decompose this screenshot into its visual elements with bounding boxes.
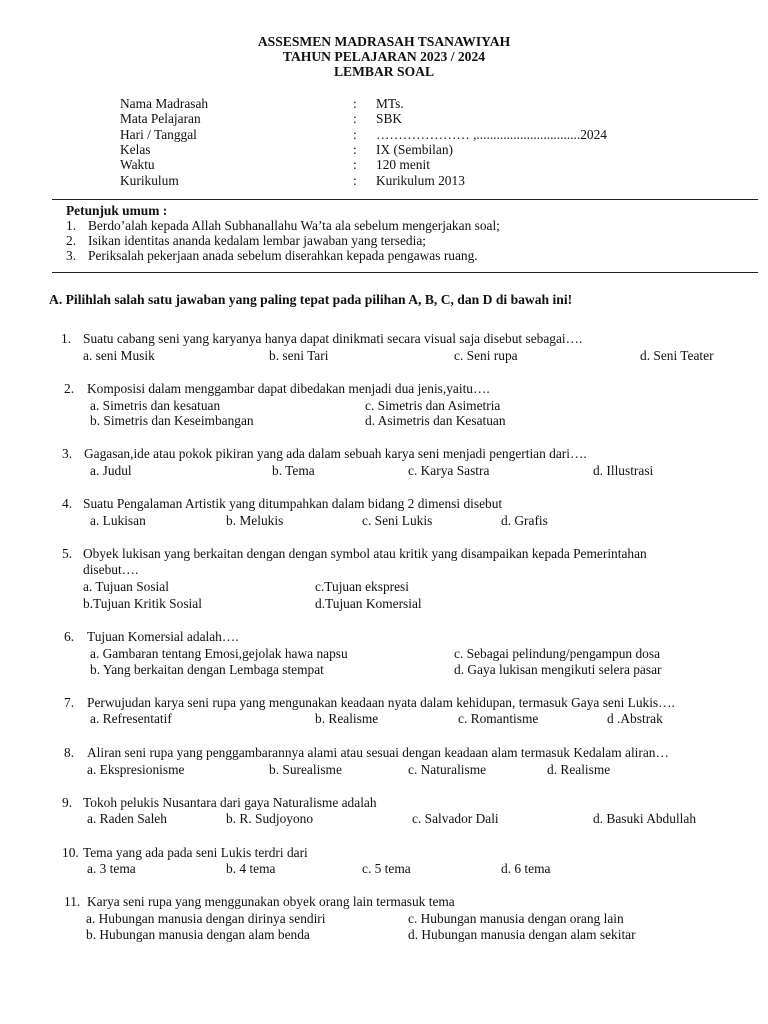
instruction-text: Isikan identitas ananda kedalam lembar jawaban yang tersedia; [88, 233, 426, 248]
answer-option[interactable]: d. Illustrasi [593, 463, 654, 478]
answer-option[interactable]: d. 6 tema [501, 861, 551, 876]
sheet-title: LEMBAR SOAL [333, 64, 435, 79]
answer-option[interactable]: a. Hubungan manusia dengan dirinya sendiri [86, 911, 326, 926]
question-number: 8. [64, 745, 75, 760]
info-row [0, 157, 768, 172]
exam-title: ASSESMEN MADRASAH TSANAWIYAH [257, 34, 511, 49]
answer-option[interactable]: b. Surealisme [269, 762, 342, 777]
answer-option[interactable]: b. Hubungan manusia dengan alam benda [86, 927, 310, 942]
question-text-continued: disebut…. [83, 562, 139, 577]
info-row [0, 173, 768, 188]
info-colon: : [353, 111, 357, 126]
question-text: Aliran seni rupa yang penggambarannya alami atau sesuai dengan keadaan alam termasuk Kedalam aliran… [87, 745, 669, 760]
question-text: Tokoh pelukis Nusantara dari gaya Naturalisme adalah [83, 795, 377, 810]
info-value: ………………… ,...............................2024 [376, 127, 607, 142]
instruction-number: 3. [66, 248, 77, 263]
answer-option[interactable]: d. Realisme [547, 762, 611, 777]
answer-option[interactable]: a. Raden Saleh [87, 811, 167, 826]
question-number: 9. [62, 795, 73, 810]
answer-option[interactable]: c. 5 tema [362, 861, 411, 876]
question-number: 2. [64, 381, 75, 396]
answer-option[interactable]: a. Ekspresionisme [87, 762, 185, 777]
answer-option[interactable]: a. Lukisan [90, 513, 146, 528]
info-colon: : [353, 142, 357, 157]
instructions-title: Petunjuk umum : [66, 203, 168, 218]
answer-option[interactable]: a. seni Musik [83, 348, 155, 363]
info-colon: : [353, 157, 357, 172]
answer-option[interactable]: a. Gambaran tentang Emosi,gejolak hawa napsu [90, 646, 348, 661]
answer-option[interactable]: c. Seni Lukis [362, 513, 433, 528]
section-a-heading: A. Pilihlah salah satu jawaban yang paling tepat pada pilihan A, B, C, dan D di bawah ini! [49, 292, 573, 307]
info-label: Mata Pelajaran [120, 111, 201, 126]
question-text: Tema yang ada pada seni Lukis terdri dari [83, 845, 308, 860]
answer-option[interactable]: b. Yang berkaitan dengan Lembaga stempat [90, 662, 324, 677]
question-text: Gagasan,ide atau pokok pikiran yang ada dalam sebuah karya seni menjadi pengertian dari…. [84, 446, 587, 461]
answer-option[interactable]: b. seni Tari [269, 348, 329, 363]
answer-option[interactable]: b. Melukis [226, 513, 284, 528]
question-number: 10. [62, 845, 79, 860]
answer-option[interactable]: c. Hubungan manusia dengan orang lain [408, 911, 624, 926]
answer-option[interactable]: c. Sebagai pelindung/pengampun dosa [454, 646, 661, 661]
instruction-text: Berdo’alah kepada Allah Subhanallahu Wa’ta ala sebelum mengerjakan soal; [88, 218, 500, 233]
answer-option[interactable]: b. Tema [272, 463, 315, 478]
answer-option[interactable]: d. Asimetris dan Kesatuan [365, 413, 506, 428]
info-value: MTs. [376, 96, 404, 111]
info-row [0, 96, 768, 111]
answer-option[interactable]: a. Refresentatif [90, 711, 172, 726]
answer-option[interactable]: c. Seni rupa [454, 348, 518, 363]
answer-option[interactable]: d. Seni Teater [640, 348, 714, 363]
info-colon: : [353, 96, 357, 111]
answer-option[interactable]: d. Basuki Abdullah [593, 811, 697, 826]
question-number: 1. [61, 331, 72, 346]
answer-option[interactable]: c.Tujuan ekspresi [315, 579, 409, 594]
info-row [0, 127, 768, 142]
info-value: IX (Sembilan) [376, 142, 453, 157]
answer-option[interactable]: a. Judul [90, 463, 132, 478]
answer-option[interactable]: b. Realisme [315, 711, 379, 726]
answer-option[interactable]: c. Naturalisme [408, 762, 487, 777]
info-label: Waktu [120, 157, 155, 172]
question-number: 6. [64, 629, 75, 644]
answer-option[interactable]: c. Salvador Dali [412, 811, 499, 826]
question-text: Tujuan Komersial adalah…. [87, 629, 239, 644]
question-text: Obyek lukisan yang berkaitan dengan dengan symbol atau kritik yang disampaikan kepada Pemerintahan [83, 546, 647, 561]
instruction-number: 1. [66, 218, 77, 233]
question-number: 4. [62, 496, 73, 511]
answer-option[interactable]: d. Gaya lukisan mengikuti selera pasar [454, 662, 662, 677]
question-text: Suatu cabang seni yang karyanya hanya dapat dinikmati secara visual saja disebut sebagai…. [83, 331, 583, 346]
answer-option[interactable]: c. Karya Sastra [408, 463, 490, 478]
answer-option[interactable]: c. Romantisme [458, 711, 539, 726]
answer-option[interactable]: b.Tujuan Kritik Sosial [83, 596, 202, 611]
question-text: Suatu Pengalaman Artistik yang ditumpahkan dalam bidang 2 dimensi disebut [83, 496, 503, 511]
answer-option[interactable]: d.Tujuan Komersial [315, 596, 422, 611]
question-text: Karya seni rupa yang menggunakan obyek orang lain termasuk tema [87, 894, 455, 909]
divider [52, 272, 758, 273]
info-label: Kelas [120, 142, 151, 157]
info-value: Kurikulum 2013 [376, 173, 465, 188]
answer-option[interactable]: b. Simetris dan Keseimbangan [90, 413, 254, 428]
answer-option[interactable]: d .Abstrak [607, 711, 663, 726]
answer-option[interactable]: b. R. Sudjoyono [226, 811, 314, 826]
question-number: 3. [62, 446, 73, 461]
academic-year: TAHUN PELAJARAN 2023 / 2024 [282, 49, 486, 64]
answer-option[interactable]: a. Tujuan Sosial [83, 579, 169, 594]
info-row [0, 111, 768, 126]
answer-option[interactable]: d. Grafis [501, 513, 548, 528]
answer-option[interactable]: d. Hubungan manusia dengan alam sekitar [408, 927, 636, 942]
info-label: Kurikulum [120, 173, 179, 188]
instruction-text: Periksalah pekerjaan anada sebelum diserahkan kepada pengawas ruang. [88, 248, 478, 263]
answer-option[interactable]: a. 3 tema [87, 861, 136, 876]
answer-option[interactable]: c. Simetris dan Asimetria [365, 398, 501, 413]
question-text: Perwujudan karya seni rupa yang mengunakan keadaan nyata dalam kehidupan, termasuk Gaya seni Lukis…. [87, 695, 675, 710]
info-colon: : [353, 127, 357, 142]
info-value: 120 menit [376, 157, 430, 172]
info-row [0, 142, 768, 157]
info-label: Hari / Tanggal [120, 127, 197, 142]
info-colon: : [353, 173, 357, 188]
answer-option[interactable]: b. 4 tema [226, 861, 276, 876]
answer-option[interactable]: a. Simetris dan kesatuan [90, 398, 221, 413]
question-number: 5. [62, 546, 73, 561]
divider [52, 199, 758, 200]
info-value: SBK [376, 111, 403, 126]
instruction-number: 2. [66, 233, 77, 248]
question-text: Komposisi dalam menggambar dapat dibedakan menjadi dua jenis,yaitu…. [87, 381, 490, 396]
question-number: 11. [64, 894, 81, 909]
question-number: 7. [64, 695, 75, 710]
info-label: Nama Madrasah [120, 96, 209, 111]
